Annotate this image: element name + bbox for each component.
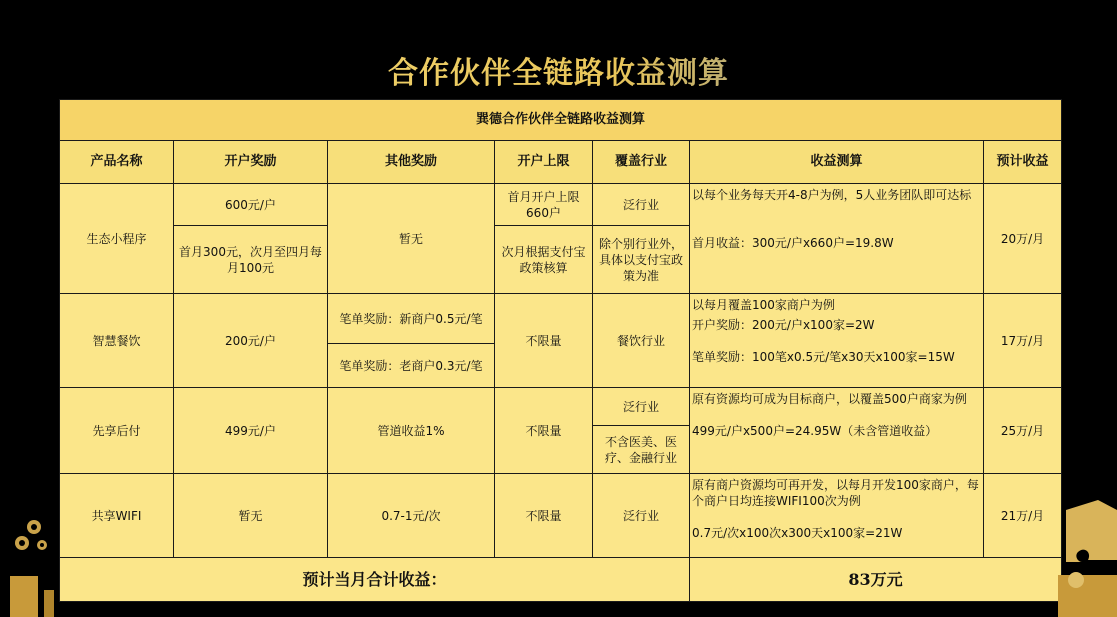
industry: 泛行业 (593, 474, 690, 558)
table-row (60, 294, 1062, 344)
revenue-calc (690, 184, 984, 294)
expected-income: 20万/月 (984, 184, 1062, 294)
revenue-table (59, 99, 1062, 602)
product-name: 先享后付 (60, 388, 174, 474)
expected-income: 17万/月 (984, 294, 1062, 388)
open-limit: 不限量 (495, 474, 593, 558)
calc-line: 0.7元/次x100次x300天x100家=21W (692, 526, 903, 540)
header-open-limit: 开户上限 (495, 141, 593, 184)
calc-line: 原有资源均可成为目标商户，以覆盖500户商家为例 (692, 392, 967, 406)
revenue-calc (690, 294, 984, 388)
total-label: 预计当月合计收益： (60, 558, 690, 602)
other-reward: 0.7-1元/次 (328, 474, 495, 558)
calc-line: 开户奖励：200元/户x100家=2W (692, 318, 875, 332)
expected-income: 25万/月 (984, 388, 1062, 474)
revenue-calc (690, 388, 984, 474)
header-industry: 覆盖行业 (593, 141, 690, 184)
industry: 除个别行业外，具体以支付宝政策为准 (593, 226, 690, 294)
product-name: 共享WIFI (60, 474, 174, 558)
open-limit: 次月根据支付宝政策核算 (495, 226, 593, 294)
open-limit: 不限量 (495, 294, 593, 388)
other-reward: 暂无 (328, 184, 495, 294)
header-calc: 收益测算 (690, 141, 984, 184)
product-name: 智慧餐饮 (60, 294, 174, 388)
revenue-calc (690, 474, 984, 558)
header-other-reward: 其他奖励 (328, 141, 495, 184)
open-reward: 暂无 (174, 474, 328, 558)
table-caption: 巽德合作伙伴全链路收益测算 (60, 100, 1062, 141)
other-reward: 笔单奖励：新商户0.5元/笔 (328, 294, 495, 344)
table-row (60, 474, 1062, 558)
calc-line: 以每月覆盖100家商户为例 (692, 298, 835, 312)
open-limit: 首月开户上限660户 (495, 184, 593, 226)
table-header-row (60, 141, 1062, 184)
product-name: 生态小程序 (60, 184, 174, 294)
open-reward: 首月300元，次月至四月每月100元 (174, 226, 328, 294)
total-row (60, 558, 1062, 602)
puzzle-icon (1058, 500, 1117, 617)
table-caption-row (60, 100, 1062, 141)
total-value: 83万元 (690, 558, 1062, 602)
open-reward: 499元/户 (174, 388, 328, 474)
industry: 泛行业 (593, 184, 690, 226)
expected-income: 21万/月 (984, 474, 1062, 558)
industry: 不含医美、医疗、金融行业 (593, 426, 690, 474)
page-title: 合作伙伴全链路收益测算 (0, 48, 1117, 92)
industry: 泛行业 (593, 388, 690, 426)
decor-block (44, 590, 54, 617)
industry: 餐饮行业 (593, 294, 690, 388)
calc-line: 笔单奖励：100笔x0.5元/笔x30天x100家=15W (692, 350, 955, 364)
calc-line: 首月收益：300元/户x660户=19.8W (692, 236, 894, 250)
header-product: 产品名称 (60, 141, 174, 184)
other-reward: 笔单奖励：老商户0.3元/笔 (328, 344, 495, 388)
calc-line: 以每个业务每天开4-8户为例，5人业务团队即可达标 (692, 188, 972, 202)
open-reward: 200元/户 (174, 294, 328, 388)
calc-line: 原有商户资源均可再开发，以每月开发100家商户，每个商户日均连接WIFI100次为例 (692, 478, 979, 508)
table-row (60, 184, 1062, 226)
other-reward: 管道收益1% (328, 388, 495, 474)
table-row (60, 388, 1062, 426)
open-limit: 不限量 (495, 388, 593, 474)
revenue-table-container (59, 99, 1061, 600)
header-open-reward: 开户奖励 (174, 141, 328, 184)
calc-line: 499元/户x500户=24.95W（未含管道收益） (692, 424, 938, 438)
open-reward: 600元/户 (174, 184, 328, 226)
header-income: 预计收益 (984, 141, 1062, 184)
decor-block (10, 576, 38, 617)
gears-icon (12, 517, 52, 557)
